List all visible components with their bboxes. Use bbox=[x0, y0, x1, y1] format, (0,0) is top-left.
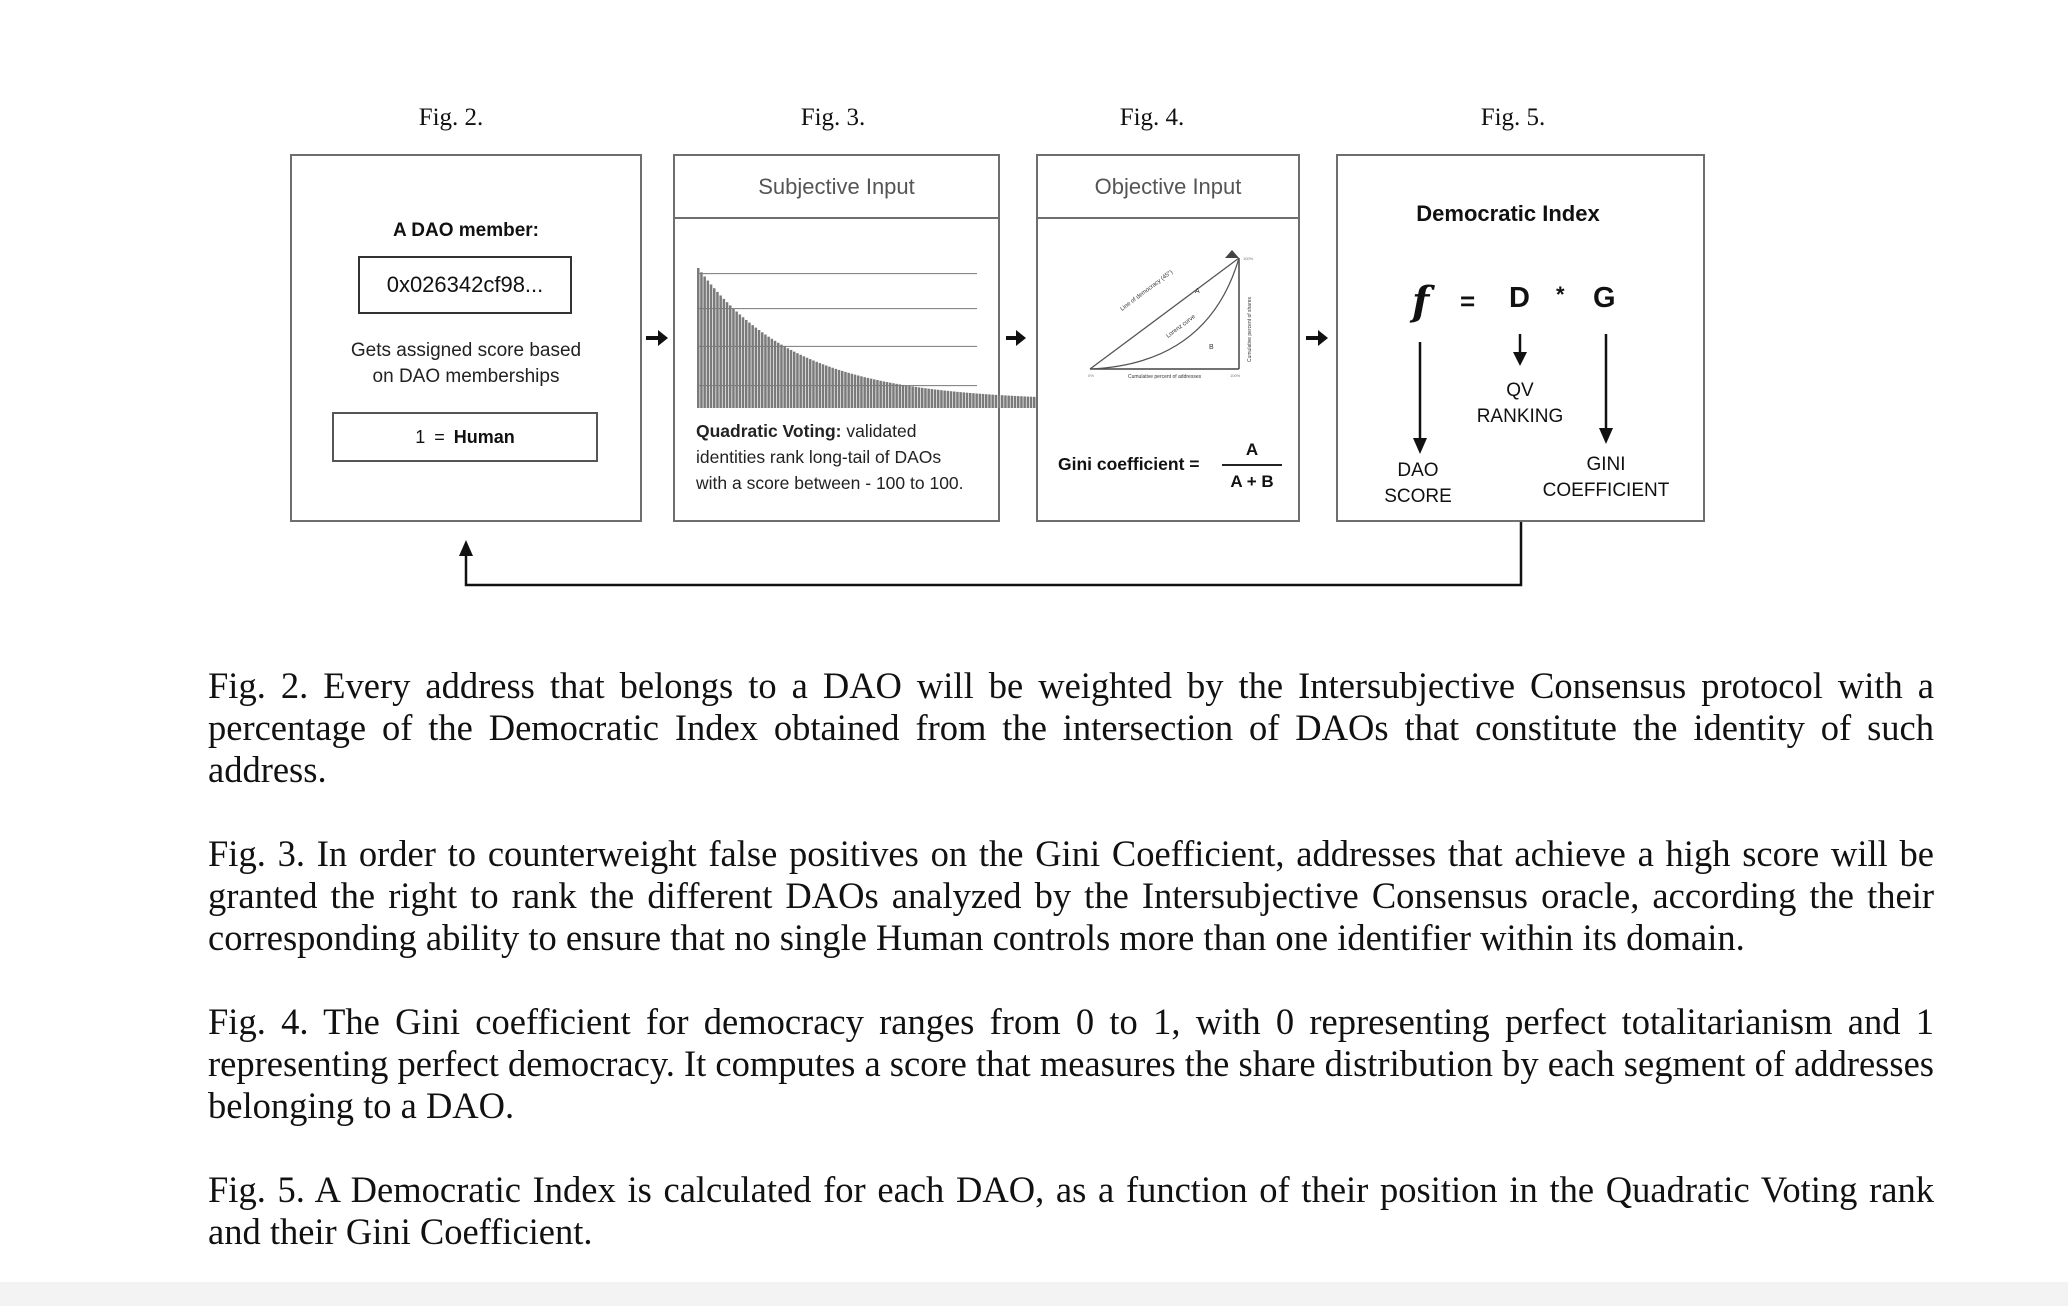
quadratic-voting-term: Quadratic Voting: bbox=[696, 421, 842, 441]
qv-caption-line1: validated bbox=[841, 421, 917, 441]
equality-line-label: Line of democracy (45°) bbox=[1119, 269, 1175, 313]
human-score-equals: = bbox=[434, 426, 445, 447]
x-min-label: 0% bbox=[1088, 373, 1094, 378]
score-description-line1: Gets assigned score based bbox=[350, 340, 582, 361]
x-max-label: 100% bbox=[1230, 373, 1241, 378]
fig4-label: Fig. 4. bbox=[1119, 104, 1185, 131]
gini-denominator: A + B bbox=[1222, 464, 1282, 494]
formula-times: * bbox=[1556, 282, 1565, 307]
qv-caption-line2: identities rank long-tail of DAOs bbox=[696, 447, 942, 467]
dao-score-line2: SCORE bbox=[1384, 486, 1452, 507]
qv-ranking-line2: RANKING bbox=[1476, 406, 1564, 427]
gini-formula-label: Gini coefficient = bbox=[1058, 454, 1200, 474]
democratic-index-title: Democratic Index bbox=[1416, 201, 1600, 226]
bottom-band bbox=[0, 1282, 2068, 1306]
qv-caption-line3: with a score between - 100 to 100. bbox=[696, 473, 964, 493]
score-description-line2: on DAO memberships bbox=[372, 366, 560, 387]
qv-ranking-line1: QV bbox=[1506, 380, 1534, 401]
fig3-label: Fig. 3. bbox=[800, 104, 866, 131]
human-score-label: Human bbox=[453, 426, 515, 447]
dao-score-line1: DAO bbox=[1397, 460, 1439, 481]
arrow-fig4-to-fig5 bbox=[1306, 330, 1328, 346]
function-symbol: f bbox=[1412, 278, 1430, 325]
formula-g: G bbox=[1593, 282, 1616, 314]
arrow-fig2-to-fig3 bbox=[646, 330, 668, 346]
region-a-label: A bbox=[1195, 288, 1200, 295]
region-b-label: B bbox=[1209, 344, 1214, 351]
arrow-fig3-to-fig4 bbox=[1006, 330, 1026, 346]
caption-fig5: Fig. 5. A Democratic Index is calculated for each DAO, as a function of their position in the Quadratic Voting rank and their Gini Coefficient. bbox=[208, 1169, 1934, 1252]
gini-numerator: A bbox=[1245, 440, 1259, 459]
formula-d: D bbox=[1509, 282, 1530, 314]
flow-connectors bbox=[0, 0, 2068, 600]
gini-coefficient-line1: GINI bbox=[1586, 454, 1626, 475]
human-score-number: 1 bbox=[415, 426, 426, 447]
subjective-input-header: Subjective Input bbox=[675, 156, 998, 219]
caption-fig4: Fig. 4. The Gini coefficient for democracy ranges from 0 to 1, with 0 representing perfect totalitarianism and 1 representing perfect democracy. It computes a score that measures the share distribution by each segment of addresses belonging to a DAO. bbox=[208, 1001, 1934, 1126]
y-max-label: 100% bbox=[1243, 256, 1254, 261]
dao-member-title: A DAO member: bbox=[392, 220, 540, 241]
address-value: 0x026342cf98... bbox=[386, 272, 544, 297]
gini-coefficient-line2: COEFFICIENT bbox=[1542, 480, 1670, 501]
fig5-label: Fig. 5. bbox=[1480, 104, 1546, 131]
y-axis-label: Cumulative percent of shares bbox=[1247, 296, 1253, 362]
caption-fig3: Fig. 3. In order to counterweight false positives on the Gini Coefficient, addresses that achieve a high score will be granted the right to rank the different DAOs analyzed by the Intersubjective Consensus oracle, according the their corresponding ability to ensure that no single Human controls more than one identifier within its domain. bbox=[208, 833, 1934, 958]
caption-fig2: Fig. 2. Every address that belongs to a DAO will be weighted by the Intersubjective Consensus protocol with a percentage of the Democratic Index obtained from the intersection of DAOs that constitute the identity of such address. bbox=[208, 665, 1934, 790]
feedback-loop-line bbox=[466, 522, 1521, 585]
fig2-label: Fig. 2. bbox=[418, 104, 484, 131]
objective-input-header: Objective Input bbox=[1038, 156, 1298, 219]
lorenz-curve-label: Lorenz curve bbox=[1165, 313, 1197, 340]
formula-equals: = bbox=[1460, 286, 1476, 316]
feedback-loop-arrowhead bbox=[459, 540, 473, 556]
x-axis-label: Cumulative percent of addresses bbox=[1128, 374, 1202, 380]
